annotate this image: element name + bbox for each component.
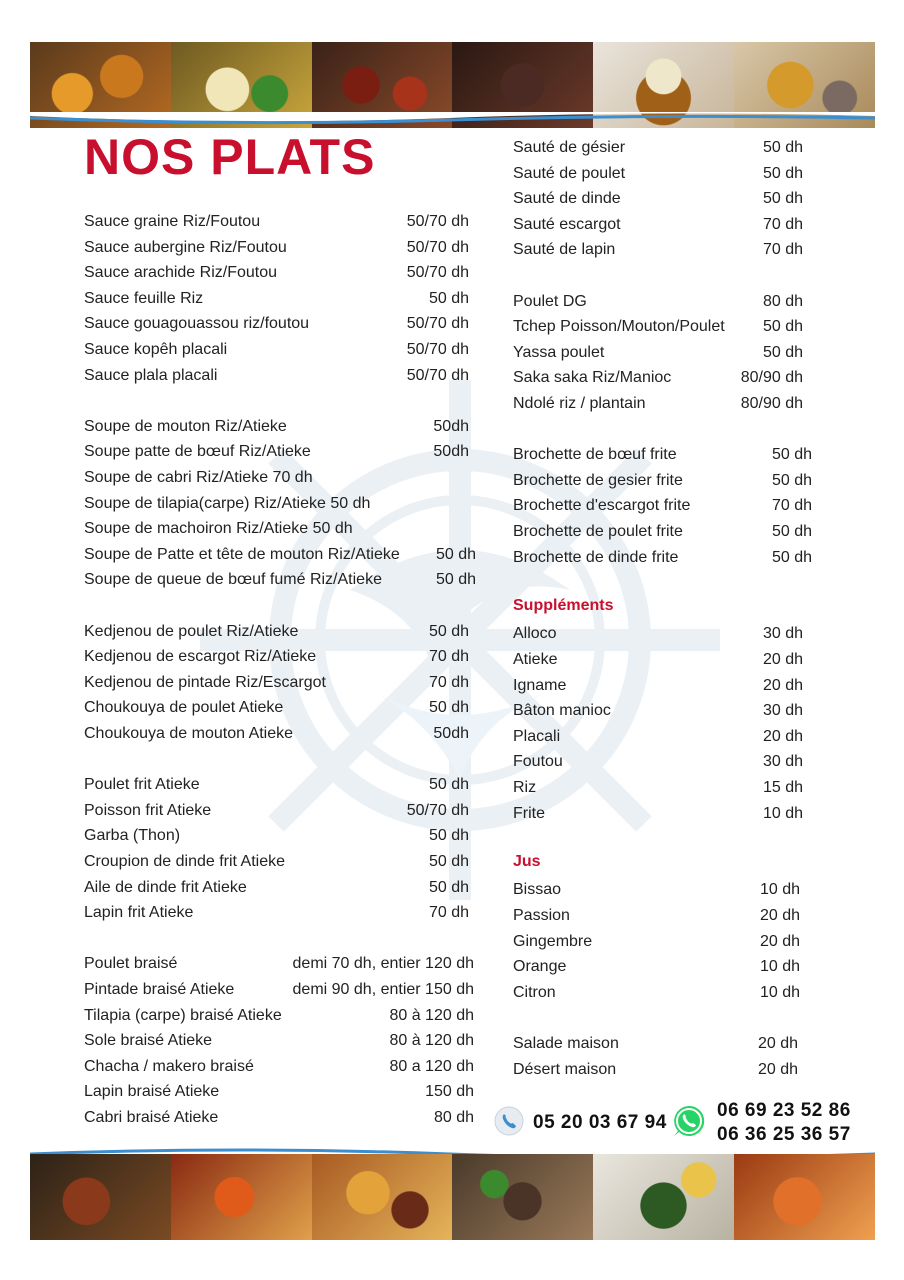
menu-item-price: 50 dh: [428, 878, 469, 896]
food-photo: [452, 1154, 593, 1240]
top-wave: [30, 112, 875, 126]
menu-item-name: Sauté de lapin: [513, 241, 616, 259]
jus-item-name: Passion: [513, 907, 570, 924]
jus-item-name: Citron: [513, 983, 556, 1001]
bottom-food-banner: [30, 1154, 875, 1240]
menu-item-price: 50 dh: [428, 776, 469, 794]
supplement-item-price: 30 dh: [762, 625, 803, 643]
menu-item-price: 50 dh: [435, 571, 476, 589]
menu-item-name: Sauce graine Riz/Foutou: [84, 213, 261, 230]
menu-item-name: Brochette de poulet frite: [513, 523, 683, 540]
supplement-item-name: Placali: [513, 727, 561, 745]
menu-item-name: Sauté escargot: [513, 215, 621, 233]
menu-item-name: Brochette de gesier frite: [513, 471, 683, 489]
menu-item-name: Sauté de poulet: [513, 164, 626, 182]
menu-item-price: 80/90 dh: [740, 369, 803, 387]
jus-item-price: 20 dh: [759, 907, 800, 924]
phone-icon: [494, 1106, 524, 1136]
menu-item-price: 50 dh: [771, 523, 812, 540]
supplement-item-price: 15 dh: [762, 779, 803, 796]
menu-item-name: Sauté de gésier: [513, 139, 626, 156]
menu-item-name: Yassa poulet: [513, 343, 605, 361]
jus-item-price: 10 dh: [759, 881, 800, 899]
menu-item-name: Brochette d'escargot frite: [513, 497, 691, 515]
jus-item-price: 10 dh: [759, 958, 800, 976]
jus-item-name: Gingembre: [513, 932, 593, 950]
food-photo: [171, 1154, 312, 1240]
menu-item-name: Sauce feuille Riz: [84, 289, 204, 307]
menu-item-name: Soupe de mouton Riz/Atieke: [84, 417, 287, 435]
menu-item-name: Sauce arachide Riz/Foutou: [84, 264, 277, 282]
supplement-item-name: Igname: [513, 676, 567, 694]
menu-item-price: 50 dh: [762, 190, 803, 208]
menu-item-price: 50 dh: [428, 827, 469, 845]
menu-item-price: 80/90 dh: [740, 395, 803, 412]
jus-item-price: 10 dh: [759, 983, 800, 1001]
menu-item-price: 50 dh: [771, 548, 812, 566]
food-photo: [30, 1154, 171, 1240]
whatsapp-number-2[interactable]: 06 36 25 36 57: [717, 1124, 851, 1145]
jus-heading: Jus: [513, 852, 541, 870]
supplement-item-price: 30 dh: [762, 702, 803, 720]
menu-item-price: 50 dh: [771, 446, 812, 464]
menu-item-name: Lapin frit Atieke: [84, 904, 194, 922]
menu-item-price: 50 dh: [762, 164, 803, 182]
menu-item-name: Tchep Poisson/Mouton/Poulet: [513, 318, 725, 336]
menu-item-price: 50 dh: [428, 853, 469, 870]
menu-item-price: 50/70 dh: [406, 315, 469, 333]
menu-item-name: Aile de dinde frit Atieke: [84, 878, 247, 896]
menu-item-name: Sauce aubergine Riz/Foutou: [84, 238, 287, 256]
menu-item-price: 70 dh: [428, 673, 469, 691]
menu-item-name: Tilapia (carpe) braisé Atieke: [84, 1006, 282, 1024]
jus-item-name: Bissao: [513, 881, 562, 899]
supplement-item-price: 20 dh: [762, 727, 803, 745]
menu-item-price: 50 dh: [771, 471, 812, 489]
food-photo: [593, 1154, 734, 1240]
menu-item-name: Kedjenou de pintade Riz/Escargot: [84, 673, 326, 691]
menu-item-name: Croupion de dinde frit Atieke: [84, 853, 286, 870]
menu-item-price: 50dh: [433, 725, 469, 742]
menu-item-price: 50/70 dh: [406, 801, 469, 819]
supplement-item-name: Riz: [513, 779, 537, 796]
extra-item-price: 20 dh: [757, 1060, 798, 1078]
menu-item-name: Sauce plala placali: [84, 366, 218, 384]
menu-item-price: 50dh: [433, 443, 469, 461]
supplement-item-price: 20 dh: [762, 676, 803, 694]
whatsapp-icon: [672, 1104, 706, 1138]
whatsapp-number-1[interactable]: 06 69 23 52 86: [717, 1100, 851, 1121]
menu-item-name: Choukouya de mouton Atieke: [84, 725, 294, 742]
menu-item-name: Soupe patte de bœuf Riz/Atieke: [84, 443, 311, 461]
page-title: NOS PLATS: [84, 129, 376, 185]
menu-item-name: Kedjenou de escargot Riz/Atieke: [84, 648, 317, 666]
menu-item-price: 50/70 dh: [406, 341, 469, 358]
food-photo: [312, 1154, 453, 1240]
menu-item-price: 50/70 dh: [406, 238, 469, 256]
menu-item-price: 80 a 120 dh: [389, 1057, 474, 1075]
menu-item-name: Sole braisé Atieke: [84, 1032, 213, 1050]
supplement-item-name: Atieke: [513, 651, 558, 668]
menu-item-name: Poisson frit Atieke: [84, 801, 212, 819]
menu-item-name: Sauce gouagouassou riz/foutou: [84, 315, 310, 333]
menu-item-price: 50/70 dh: [406, 366, 469, 384]
menu-item-price: 150 dh: [425, 1083, 474, 1101]
menu-item-name: Kedjenou de poulet Riz/Atieke: [84, 622, 299, 640]
menu-item-price: 50 dh: [428, 289, 469, 307]
menu-item-price: 50 dh: [762, 318, 803, 336]
menu-item-name: Soupe de queue de bœuf fumé Riz/Atieke: [84, 571, 382, 589]
menu-item-price: 80 dh: [762, 292, 803, 310]
menu-item-name: Pintade braisé Atieke: [84, 981, 235, 998]
supplement-item-name: Bâton manioc: [513, 702, 611, 720]
menu-item-name: Sauté de dinde: [513, 190, 621, 208]
menu-item-name: Cabri braisé Atieke: [84, 1109, 219, 1126]
menu-item-price: 80 à 120 dh: [389, 1032, 474, 1050]
menu-item-price: 50/70 dh: [406, 213, 469, 230]
menu-item-name: Poulet braisé: [84, 955, 178, 973]
menu-item-name: Ndolé riz / plantain: [513, 395, 646, 412]
supplement-item-price: 20 dh: [762, 651, 803, 668]
menu-item-name: Lapin braisé Atieke: [84, 1083, 220, 1101]
jus-item-name: Orange: [513, 958, 567, 976]
menu-item-name: Garba (Thon): [84, 827, 181, 845]
supplements-heading: Suppléments: [513, 596, 614, 614]
supplement-item-price: 30 dh: [762, 753, 803, 771]
jus-item-price: 20 dh: [759, 932, 800, 950]
menu-item-name: Chacha / makero braisé: [84, 1057, 254, 1075]
food-photo: [734, 1154, 875, 1240]
menu-item-price: 50/70 dh: [406, 264, 469, 282]
extra-item-name: Désert maison: [513, 1060, 617, 1078]
menu-item-name: Soupe de Patte et tête de mouton Riz/Atieke: [84, 545, 400, 563]
menu-item-price: 70 dh: [762, 241, 803, 259]
menu-item-price: 70 dh: [428, 904, 469, 922]
menu-item-price: 50 dh: [428, 699, 469, 717]
phone-number[interactable]: 05 20 03 67 94: [533, 1112, 667, 1133]
menu-item-price: 70 dh: [762, 215, 803, 233]
extra-item-name: Salade maison: [513, 1035, 619, 1052]
menu-item-name: Soupe de tilapia(carpe) Riz/Atieke 50 dh: [84, 494, 371, 512]
menu-item-name: Soupe de cabri Riz/Atieke 70 dh: [84, 469, 313, 486]
supplement-item-name: Frite: [513, 804, 545, 822]
menu-item-price: 50dh: [433, 417, 469, 435]
supplement-item-name: Alloco: [513, 625, 557, 643]
menu-item-name: Soupe de machoiron Riz/Atieke 50 dh: [84, 520, 353, 538]
menu-item-price: 50 dh: [762, 139, 803, 156]
menu-item-price: demi 70 dh, entier 120 dh: [292, 955, 474, 973]
menu-item-price: 80 dh: [433, 1109, 474, 1126]
menu-item-name: Poulet DG: [513, 292, 587, 310]
menu-item-name: Poulet frit Atieke: [84, 776, 200, 794]
supplement-item-name: Foutou: [513, 753, 563, 771]
menu-item-name: Saka saka Riz/Manioc: [513, 369, 672, 387]
menu-item-price: 50 dh: [762, 343, 803, 361]
menu-item-name: Brochette de dinde frite: [513, 548, 679, 566]
menu-item-price: 80 à 120 dh: [389, 1006, 474, 1024]
menu-item-price: 50 dh: [435, 545, 476, 563]
menu-item-price: demi 90 dh, entier 150 dh: [292, 981, 474, 998]
menu-item-name: Choukouya de poulet Atieke: [84, 699, 284, 717]
extra-item-price: 20 dh: [757, 1035, 798, 1052]
menu-item-price: 70 dh: [428, 648, 469, 666]
supplement-item-price: 10 dh: [762, 804, 803, 822]
menu-item-price: 70 dh: [771, 497, 812, 515]
menu-item-price: 50 dh: [428, 622, 469, 640]
menu-item-name: Brochette de bœuf frite: [513, 446, 677, 464]
menu-item-name: Sauce kopêh placali: [84, 341, 228, 358]
